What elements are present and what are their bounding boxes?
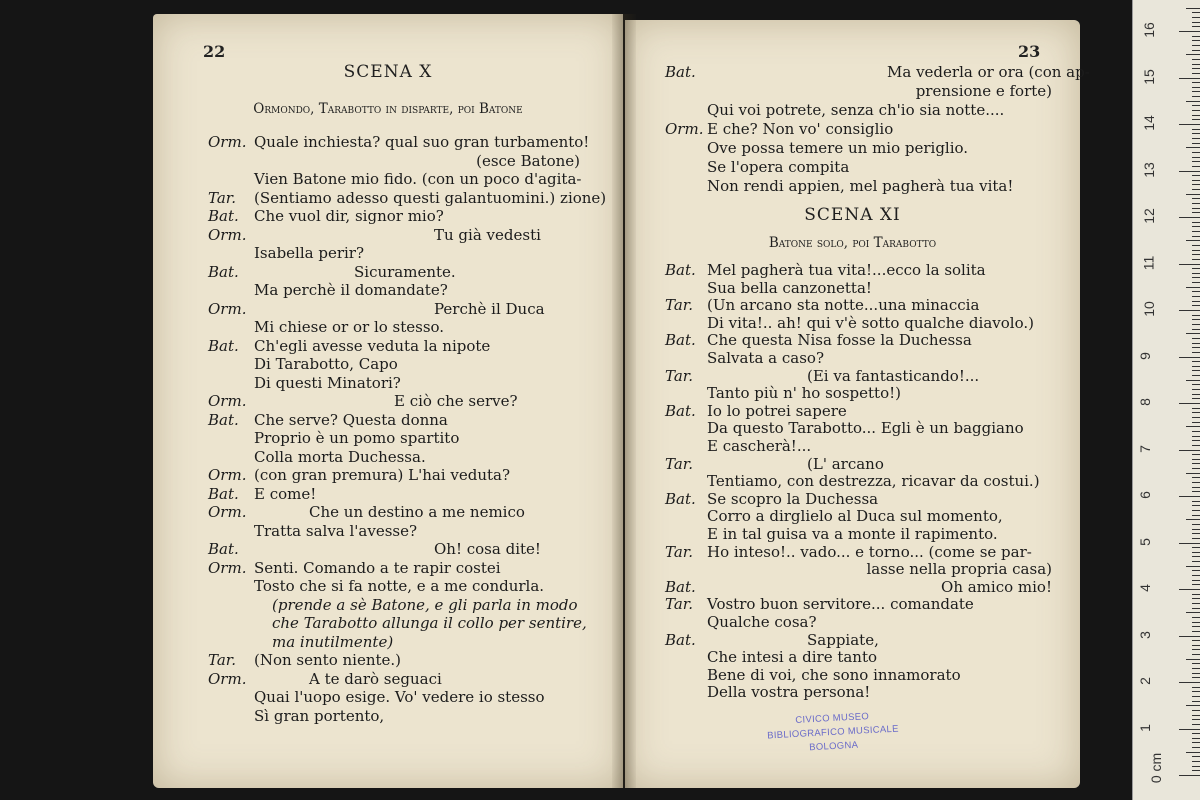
verse-line: Ho inteso!.. vado... e torno... (come se par- bbox=[707, 542, 1032, 561]
ruler-tick bbox=[1192, 724, 1200, 725]
ruler-tick bbox=[1192, 45, 1200, 46]
ruler-tick bbox=[1192, 180, 1200, 181]
ruler-tick bbox=[1179, 589, 1200, 590]
ruler-number: 1 bbox=[1136, 723, 1153, 732]
ruler-tick bbox=[1192, 133, 1200, 134]
ruler-number: 9 bbox=[1136, 351, 1153, 360]
ruler-tick bbox=[1192, 631, 1200, 632]
ruler-tick bbox=[1192, 710, 1200, 711]
ruler-tick bbox=[1192, 491, 1200, 492]
verse-line: Qualche cosa? bbox=[707, 613, 817, 631]
ruler-tick bbox=[1192, 436, 1200, 437]
ruler-tick bbox=[1192, 301, 1200, 302]
ruler-tick bbox=[1192, 608, 1200, 609]
speaker-label: Orm. bbox=[208, 133, 247, 151]
ruler-tick bbox=[1192, 129, 1200, 130]
ruler-tick bbox=[1186, 659, 1200, 660]
verse-line: (Non sento niente.) bbox=[254, 651, 402, 669]
ruler-tick bbox=[1192, 556, 1200, 557]
ruler-tick bbox=[1192, 157, 1200, 158]
left-scene-characters: Ormondo, Tarabotto in disparte, poi Batone bbox=[253, 101, 523, 117]
ruler-tick bbox=[1192, 361, 1200, 362]
ruler-tick bbox=[1192, 236, 1200, 237]
ruler-tick bbox=[1192, 245, 1200, 246]
speaker-label: Orm. bbox=[208, 392, 247, 410]
speaker-label: Bat. bbox=[665, 63, 696, 81]
ruler-tick bbox=[1192, 529, 1200, 530]
ruler-tick bbox=[1192, 598, 1200, 599]
ruler-tick bbox=[1192, 296, 1200, 297]
verse-line: Quale inchiesta? qual suo gran turbamento! bbox=[254, 133, 590, 151]
ruler-tick bbox=[1192, 50, 1200, 51]
ruler-tick bbox=[1192, 12, 1200, 13]
ruler-tick bbox=[1192, 291, 1200, 292]
ruler-tick bbox=[1192, 250, 1200, 251]
ruler-tick bbox=[1192, 454, 1200, 455]
ruler-tick bbox=[1192, 570, 1200, 571]
ruler-unit-label: 0 cm bbox=[1148, 752, 1165, 784]
speaker-label: Orm. bbox=[208, 503, 247, 521]
ruler-tick bbox=[1192, 719, 1200, 720]
ruler-tick bbox=[1192, 487, 1200, 488]
ruler-tick bbox=[1192, 254, 1200, 255]
left-page-number: 22 bbox=[203, 42, 226, 61]
book-gutter bbox=[612, 14, 636, 788]
ruler-tick bbox=[1192, 677, 1200, 678]
ruler-tick bbox=[1186, 54, 1200, 55]
speaker-label: Orm. bbox=[665, 120, 704, 138]
ruler-tick bbox=[1192, 347, 1200, 348]
speaker-label: Tar. bbox=[665, 296, 694, 315]
speaker-label: Bat. bbox=[208, 336, 239, 355]
ruler-tick bbox=[1186, 147, 1200, 148]
ruler-tick bbox=[1192, 701, 1200, 702]
ruler-tick bbox=[1192, 584, 1200, 585]
ruler-tick bbox=[1192, 756, 1200, 757]
right-scene-title: SCENA XI bbox=[804, 205, 901, 225]
ruler-tick bbox=[1192, 26, 1200, 27]
ruler-number: 3 bbox=[1136, 630, 1153, 639]
ruler-tick bbox=[1192, 412, 1200, 413]
verse-line: Quai l'uopo esige. Vo' vedere io stesso bbox=[254, 688, 545, 706]
verse-line: Tratta salva l'avesse? bbox=[254, 521, 418, 540]
ruler-tick bbox=[1192, 389, 1200, 390]
ruler-tick bbox=[1179, 264, 1200, 265]
ruler-tick bbox=[1192, 87, 1200, 88]
ruler-number: 5 bbox=[1136, 537, 1153, 546]
verse-line: Che serve? Questa donna bbox=[254, 410, 448, 429]
speaker-label: Bat. bbox=[208, 262, 239, 281]
ruler-tick bbox=[1192, 161, 1200, 162]
ruler-tick bbox=[1192, 594, 1200, 595]
verse-line: Che vuol dir, signor mio? bbox=[254, 207, 444, 225]
ruler-tick bbox=[1179, 357, 1200, 358]
library-stamp bbox=[747, 708, 919, 759]
ruler-number: 6 bbox=[1136, 491, 1153, 499]
ruler-tick bbox=[1192, 431, 1200, 432]
ruler-tick bbox=[1192, 617, 1200, 618]
ruler-number: 7 bbox=[1136, 444, 1153, 453]
ruler-tick bbox=[1192, 515, 1200, 516]
ruler-tick bbox=[1192, 445, 1200, 446]
ruler-tick bbox=[1192, 654, 1200, 655]
ruler-tick bbox=[1192, 761, 1200, 762]
verse-line: prensione e forte) bbox=[915, 82, 1052, 100]
ruler-tick bbox=[1192, 626, 1200, 627]
ruler-tick bbox=[1192, 152, 1200, 153]
speaker-label: Tar. bbox=[665, 542, 694, 561]
verse-line: Da questo Tarabotto... Egli è un baggiano bbox=[707, 419, 1024, 438]
verse-line: Perchè il Duca bbox=[434, 299, 545, 318]
verse-line: ma inutilmente) bbox=[272, 632, 394, 651]
right-scene-characters: Batone solo, poi Tarabotto bbox=[768, 235, 937, 251]
verse-line: Vostro buon servitore... comandate bbox=[707, 595, 974, 614]
speaker-label: Orm. bbox=[208, 558, 247, 577]
speaker-label: Tar. bbox=[208, 188, 237, 207]
verse-line: Tanto più n' ho sospetto!) bbox=[707, 384, 901, 403]
ruler-tick bbox=[1192, 138, 1200, 139]
ruler-tick bbox=[1192, 268, 1200, 269]
verse-line: Che questa Nisa fosse la Duchessa bbox=[707, 331, 972, 350]
ruler-tick bbox=[1186, 8, 1200, 9]
ruler-tick bbox=[1192, 510, 1200, 511]
ruler-tick bbox=[1192, 482, 1200, 483]
ruler-tick bbox=[1192, 417, 1200, 418]
ruler-tick bbox=[1192, 552, 1200, 553]
speaker-label: Tar. bbox=[665, 366, 694, 385]
verse-line: Della vostra persona! bbox=[707, 683, 871, 702]
ruler-tick bbox=[1192, 733, 1200, 734]
ruler-tick bbox=[1192, 222, 1200, 223]
ruler-number: 12 bbox=[1140, 208, 1157, 224]
verse-line: Corro a dirglielo al Duca sul momento, bbox=[707, 507, 1003, 526]
ruler-tick bbox=[1192, 273, 1200, 274]
ruler-tick bbox=[1192, 603, 1200, 604]
ruler-tick bbox=[1192, 315, 1200, 316]
ruler-tick bbox=[1192, 105, 1200, 106]
ruler-tick bbox=[1192, 119, 1200, 120]
verse-line: Tosto che si fa notte, e a me condurla. bbox=[254, 577, 545, 595]
ruler-tick bbox=[1179, 78, 1200, 79]
ruler-tick bbox=[1186, 426, 1200, 427]
verse-line: Se l'opera compita bbox=[707, 158, 850, 176]
verse-line: Colla morta Duchessa. bbox=[254, 447, 426, 466]
ruler-tick bbox=[1192, 329, 1200, 330]
ruler-tick bbox=[1179, 543, 1200, 544]
ruler-tick bbox=[1186, 473, 1200, 474]
speaker-label: Tar. bbox=[208, 651, 237, 669]
verse-line: Vien Batone mio fido. (con un poco d'agita- bbox=[254, 170, 582, 188]
ruler-tick bbox=[1192, 524, 1200, 525]
verse-line: Di Tarabotto, Capo bbox=[254, 355, 398, 373]
speaker-label: Orm. bbox=[208, 225, 247, 244]
ruler-tick bbox=[1192, 663, 1200, 664]
ruler-tick bbox=[1192, 408, 1200, 409]
ruler-tick bbox=[1192, 175, 1200, 176]
verse-line: Ma vederla or ora (con ap- bbox=[887, 63, 1090, 81]
ruler-tick bbox=[1192, 282, 1200, 283]
ruler-tick bbox=[1192, 375, 1200, 376]
ruler-tick bbox=[1192, 319, 1200, 320]
right-page-number: 23 bbox=[1018, 42, 1041, 61]
ruler-tick bbox=[1186, 519, 1200, 520]
ruler-tick bbox=[1186, 194, 1200, 195]
speaker-label: Bat. bbox=[665, 401, 696, 420]
ruler-tick bbox=[1192, 203, 1200, 204]
ruler-tick bbox=[1192, 673, 1200, 674]
ruler-tick bbox=[1192, 198, 1200, 199]
ruler-tick bbox=[1192, 696, 1200, 697]
ruler-tick bbox=[1192, 640, 1200, 641]
ruler-tick bbox=[1192, 477, 1200, 478]
verse-line: Ma perchè il domandate? bbox=[254, 281, 448, 299]
verse-line: Di vita!.. ah! qui v'è sotto qualche diavolo.) bbox=[707, 313, 1034, 332]
left-scene-title: SCENA X bbox=[343, 62, 433, 82]
verse-line: (Un arcano sta notte...una minaccia bbox=[707, 296, 980, 315]
verse-line: Che un destino a me nemico bbox=[309, 503, 525, 521]
verse-line: Senti. Comando a te rapir costei bbox=[254, 558, 501, 577]
ruler-tick bbox=[1186, 240, 1200, 241]
ruler-tick bbox=[1192, 73, 1200, 74]
ruler-tick bbox=[1192, 36, 1200, 37]
verse-line: Salvata a caso? bbox=[707, 349, 824, 367]
ruler-tick bbox=[1192, 422, 1200, 423]
ruler-tick bbox=[1192, 22, 1200, 23]
ruler-tick bbox=[1192, 166, 1200, 167]
verse-line: Bene di voi, che sono innamorato bbox=[707, 665, 961, 684]
ruler-tick bbox=[1179, 450, 1200, 451]
verse-line: Non rendi appien, mel pagherà tua vita! bbox=[707, 177, 1014, 195]
verse-line: E in tal guisa va a monte il rapimento. bbox=[707, 525, 998, 543]
ruler-tick bbox=[1192, 343, 1200, 344]
verse-line: Tu già vedesti bbox=[434, 225, 541, 244]
verse-line: Mi chiese or or lo stesso. bbox=[254, 318, 445, 336]
ruler-number: 2 bbox=[1136, 677, 1153, 685]
stamp-line: BOLOGNA bbox=[808, 739, 859, 754]
speaker-label: Bat. bbox=[208, 410, 239, 429]
ruler-tick bbox=[1186, 333, 1200, 334]
ruler-tick bbox=[1192, 59, 1200, 60]
verse-line: Oh! cosa dite! bbox=[434, 540, 541, 558]
ruler-tick bbox=[1192, 64, 1200, 65]
ruler-number: 13 bbox=[1140, 161, 1157, 178]
ruler-tick bbox=[1192, 468, 1200, 469]
ruler-number: 16 bbox=[1140, 22, 1157, 38]
speaker-label: Tar. bbox=[665, 595, 694, 614]
stamp-line: CIVICO MUSEO bbox=[795, 711, 870, 726]
ruler-tick bbox=[1192, 580, 1200, 581]
ruler-tick bbox=[1192, 440, 1200, 441]
verse-line: Qui voi potrete, senza ch'io sia notte.... bbox=[707, 101, 1005, 119]
ruler-tick bbox=[1192, 226, 1200, 227]
speaker-label: Bat. bbox=[665, 331, 696, 350]
ruler-tick bbox=[1192, 184, 1200, 185]
verse-line: (prende a sè Batone, e gli parla in modo bbox=[272, 595, 578, 614]
ruler-tick bbox=[1192, 259, 1200, 260]
ruler-tick bbox=[1192, 687, 1200, 688]
ruler-tick bbox=[1192, 547, 1200, 548]
ruler-tick bbox=[1192, 110, 1200, 111]
verse-line: Ch'egli avesse veduta la nipote bbox=[254, 336, 491, 355]
ruler-tick bbox=[1179, 496, 1200, 497]
ruler-tick bbox=[1192, 68, 1200, 69]
measuring-ruler bbox=[1132, 0, 1200, 800]
ruler-tick bbox=[1192, 649, 1200, 650]
ruler-tick bbox=[1186, 101, 1200, 102]
speaker-label: Tar. bbox=[665, 454, 694, 473]
ruler-tick bbox=[1186, 612, 1200, 613]
ruler-tick bbox=[1192, 366, 1200, 367]
ruler-tick bbox=[1179, 31, 1200, 32]
verse-line: A te darò seguaci bbox=[309, 669, 442, 688]
verse-line: E che? Non vo' consiglio bbox=[707, 120, 894, 138]
verse-line: (con gran premura) L'hai veduta? bbox=[254, 466, 511, 484]
ruler-tick bbox=[1192, 82, 1200, 83]
ruler-tick bbox=[1192, 463, 1200, 464]
ruler-number: 4 bbox=[1136, 584, 1153, 592]
ruler-tick bbox=[1179, 124, 1200, 125]
ruler-tick bbox=[1192, 40, 1200, 41]
ruler-tick bbox=[1179, 775, 1200, 776]
ruler-tick bbox=[1192, 352, 1200, 353]
ruler-tick bbox=[1179, 729, 1200, 730]
ruler-tick bbox=[1192, 143, 1200, 144]
ruler-tick bbox=[1179, 310, 1200, 311]
ruler-tick bbox=[1192, 338, 1200, 339]
ruler-tick bbox=[1192, 459, 1200, 460]
ruler-tick bbox=[1192, 189, 1200, 190]
verse-line: (esce Batone) bbox=[476, 151, 580, 170]
ruler-tick bbox=[1192, 501, 1200, 502]
ruler-tick bbox=[1192, 305, 1200, 306]
verse-line: Io lo potrei sapere bbox=[707, 401, 847, 420]
ruler-tick bbox=[1179, 171, 1200, 172]
verse-line: che Tarabotto allunga il collo per sentire, bbox=[272, 614, 587, 632]
ruler-tick bbox=[1192, 398, 1200, 399]
verse-line: E ciò che serve? bbox=[394, 392, 518, 410]
ruler-tick bbox=[1192, 770, 1200, 771]
ruler-tick bbox=[1192, 538, 1200, 539]
verse-line: E come! bbox=[254, 484, 317, 503]
ruler-tick bbox=[1192, 231, 1200, 232]
speaker-label: Orm. bbox=[208, 466, 247, 484]
ruler-number: 8 bbox=[1136, 398, 1153, 406]
speaker-label: Bat. bbox=[208, 207, 239, 225]
verse-line: Sicuramente. bbox=[354, 262, 456, 281]
ruler-tick bbox=[1192, 747, 1200, 748]
verse-line: Sua bella canzonetta! bbox=[707, 278, 872, 297]
ruler-tick bbox=[1192, 738, 1200, 739]
ruler-tick bbox=[1186, 752, 1200, 753]
speaker-label: Bat. bbox=[665, 630, 696, 649]
ruler-tick bbox=[1192, 91, 1200, 92]
ruler-tick bbox=[1192, 115, 1200, 116]
ruler-tick bbox=[1192, 208, 1200, 209]
ruler-tick bbox=[1186, 566, 1200, 567]
ruler-tick bbox=[1192, 645, 1200, 646]
verse-line: (Ei va fantasticando!... bbox=[807, 366, 980, 385]
verse-line: Proprio è un pomo spartito bbox=[254, 429, 460, 447]
ruler-tick bbox=[1186, 380, 1200, 381]
speaker-label: Orm. bbox=[208, 299, 247, 318]
verse-line: Isabella perir? bbox=[254, 244, 365, 262]
verse-line: Sì gran portento, bbox=[254, 706, 385, 725]
ruler-tick bbox=[1179, 403, 1200, 404]
ruler-tick bbox=[1192, 766, 1200, 767]
ruler-tick bbox=[1192, 324, 1200, 325]
ruler-tick bbox=[1192, 212, 1200, 213]
speaker-label: Bat. bbox=[665, 577, 696, 596]
speaker-label: Bat. bbox=[665, 261, 696, 279]
ruler-tick bbox=[1192, 575, 1200, 576]
ruler-tick bbox=[1179, 217, 1200, 218]
verse-line: Se scopro la Duchessa bbox=[707, 489, 879, 508]
ruler-tick bbox=[1192, 561, 1200, 562]
ruler-tick bbox=[1192, 691, 1200, 692]
ruler-tick bbox=[1192, 384, 1200, 385]
ruler-tick bbox=[1192, 715, 1200, 716]
verse-line: Tentiamo, con destrezza, ricavar da costui.) bbox=[707, 472, 1040, 491]
stamp-line: BIBLIOGRAFICO MUSICALE bbox=[766, 723, 900, 742]
ruler-tick bbox=[1192, 17, 1200, 18]
verse-line: Di questi Minatori? bbox=[254, 373, 401, 392]
ruler-tick bbox=[1192, 622, 1200, 623]
ruler-number: 15 bbox=[1140, 68, 1157, 85]
verse-line: Oh amico mio! bbox=[941, 577, 1052, 596]
ruler-tick bbox=[1192, 277, 1200, 278]
ruler-tick bbox=[1192, 370, 1200, 371]
verse-line: (L' arcano bbox=[807, 454, 884, 473]
ruler-tick bbox=[1179, 636, 1200, 637]
ruler-tick bbox=[1186, 287, 1200, 288]
ruler-tick bbox=[1192, 505, 1200, 506]
verse-line: Ove possa temere un mio periglio. bbox=[707, 139, 969, 157]
ruler-tick bbox=[1192, 668, 1200, 669]
speaker-label: Bat. bbox=[208, 484, 239, 503]
ruler-tick bbox=[1192, 533, 1200, 534]
speaker-label: Bat. bbox=[208, 540, 239, 558]
verse-line: Mel pagherà tua vita!...ecco la solita bbox=[707, 261, 986, 279]
ruler-number: 11 bbox=[1140, 255, 1157, 270]
speaker-label: Bat. bbox=[665, 489, 696, 508]
ruler-tick bbox=[1186, 705, 1200, 706]
verse-line: Che intesi a dire tanto bbox=[707, 648, 878, 667]
verse-line: (Sentiamo adesso questi galantuomini.) zione) bbox=[254, 188, 607, 207]
verse-line: E cascherà!... bbox=[707, 437, 812, 455]
ruler-number: 14 bbox=[1140, 115, 1157, 131]
ruler-tick bbox=[1192, 96, 1200, 97]
verse-line: Sappiate, bbox=[807, 630, 879, 649]
ruler-number: 10 bbox=[1140, 301, 1157, 317]
ruler-tick bbox=[1192, 394, 1200, 395]
ruler-tick bbox=[1192, 742, 1200, 743]
speaker-label: Orm. bbox=[208, 669, 247, 688]
ruler-tick bbox=[1179, 682, 1200, 683]
verse-line: lasse nella propria casa) bbox=[866, 560, 1052, 579]
